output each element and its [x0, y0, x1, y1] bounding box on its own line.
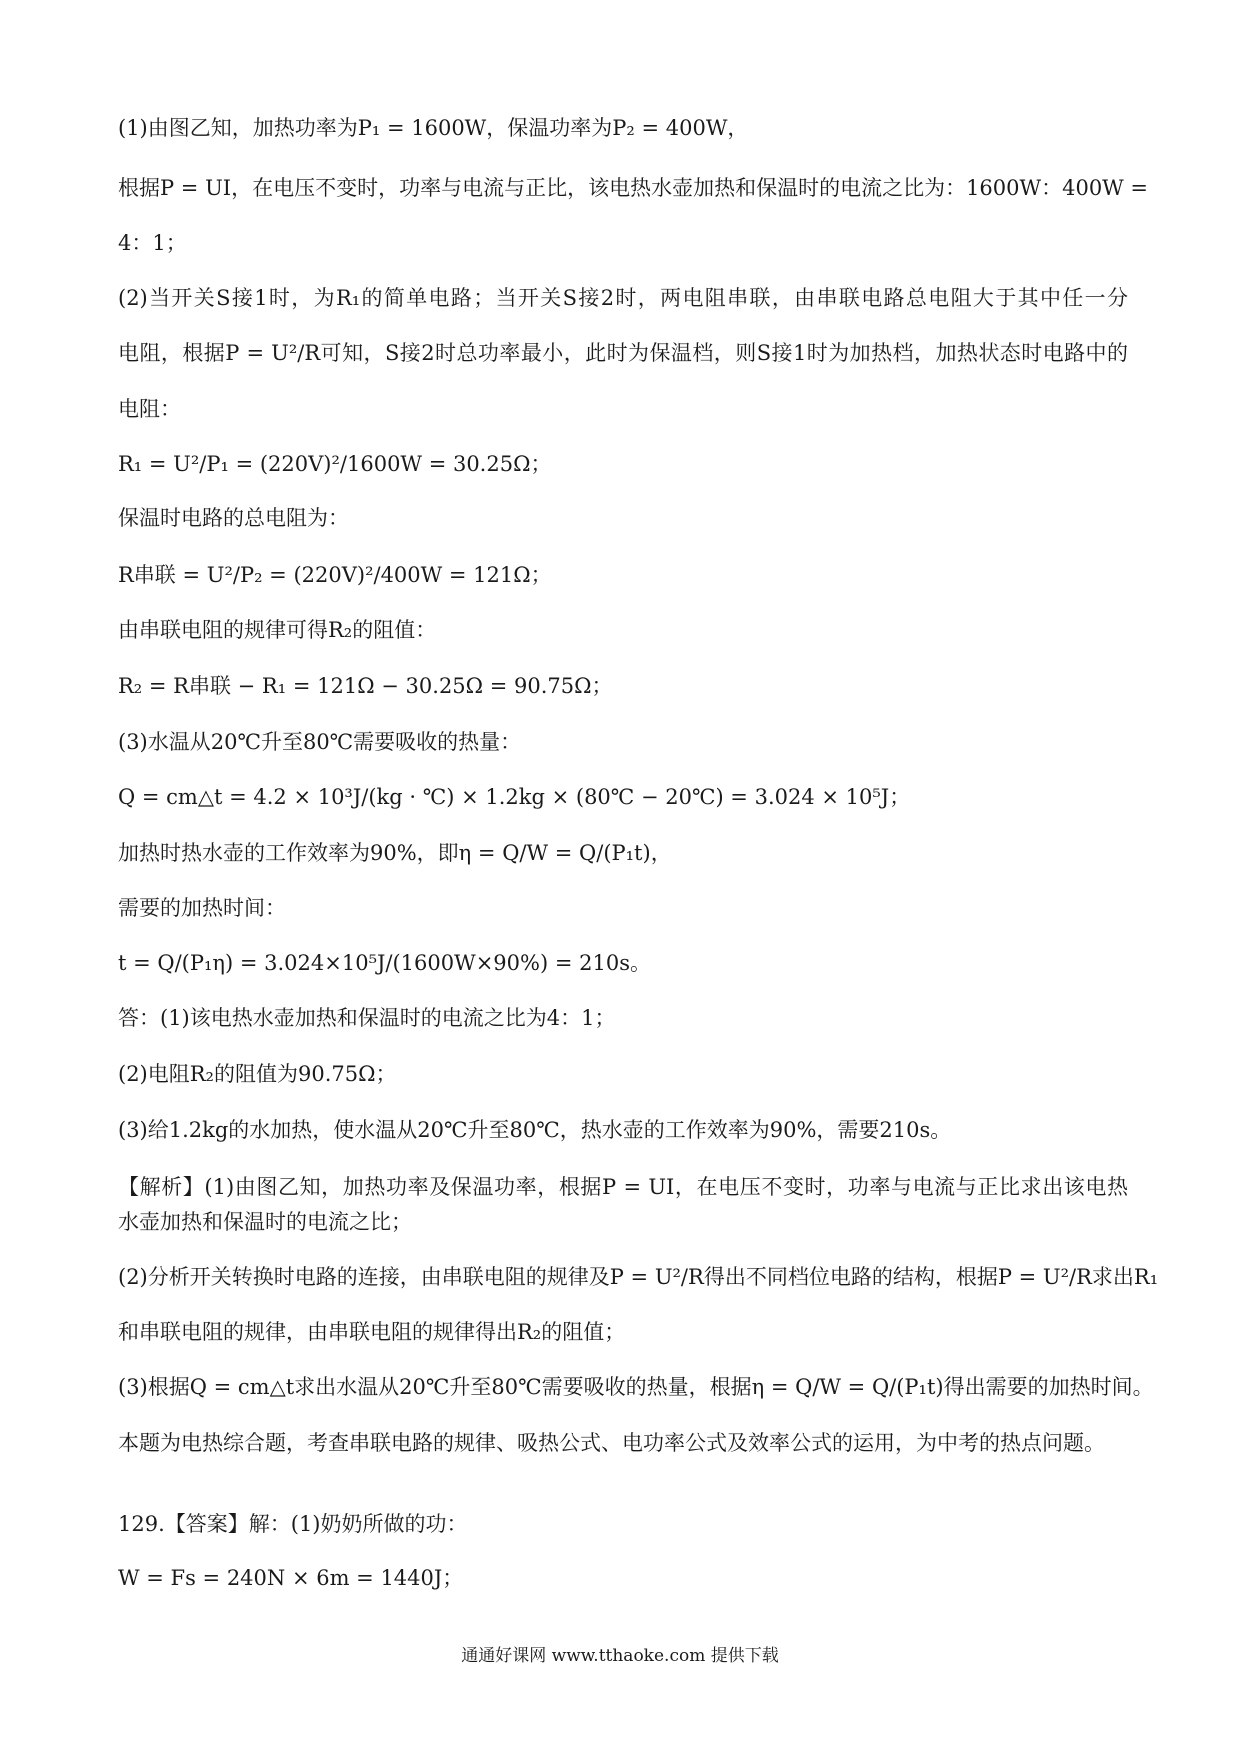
text-line: 根据P = UI，在电压不变时，功率与电流与正比，该电热水壶加热和保温时的电流之比为：1600W：400W = [118, 176, 1149, 200]
formula-line: t = Q/(P₁η) = 3.024×10⁵J/(1600W×90%) = 210s。 [118, 951, 651, 975]
answer-line: 129.【答案】解：(1)奶奶所做的功： [118, 1512, 468, 1536]
text-line: 加热时热水壶的工作效率为90%，即η = Q/W = Q/(P₁t)， [118, 841, 672, 865]
formula-line: Q = cm△t = 4.2 × 10³J/(kg · ℃) × 1.2kg × (80℃ − 20℃) = 3.024 × 10⁵J； [118, 785, 911, 809]
text-line: (2)电阻R₂的阻值为90.75Ω； [118, 1062, 397, 1086]
text-line: 需要的加热时间： [118, 896, 286, 920]
analysis-line: 水壶加热和保温时的电流之比； [118, 1210, 412, 1234]
text-line: 电阻： [118, 397, 181, 421]
text-line: 保温时电路的总电阻为： [118, 506, 349, 530]
formula-line: R₁ = U²/P₁ = (220V)²/1600W = 30.25Ω； [118, 452, 552, 476]
text-line: (3)给1.2kg的水加热，使水温从20℃升至80℃，热水壶的工作效率为90%，需要210s。 [118, 1118, 952, 1142]
text-line: 电阻，根据P = U²/R可知，S接2时总功率最小，此时为保温档，则S接1时为加热档，加热状态时电路中的 [118, 341, 1128, 365]
analysis-line: (2)分析开关转换时电路的连接，由串联电阻的规律及P = U²/R得出不同档位电路的结构，根据P = U²/R求出R₁ [118, 1265, 1159, 1289]
text-line: (1)由图乙知，加热功率为P₁ = 1600W，保温功率为P₂ = 400W， [118, 116, 749, 140]
formula-line: W = Fs = 240N × 6m = 1440J； [118, 1566, 464, 1590]
page-footer: 通通好课网 www.tthaoke.com 提供下载 [461, 1646, 779, 1666]
text-line: (2)当开关S接1时，为R₁的简单电路；当开关S接2时，两电阻串联，由串联电路总电阻大于其中任一分 [118, 286, 1128, 310]
text-line: (3)水温从20℃升至80℃需要吸收的热量： [118, 730, 522, 754]
text-line: 答：(1)该电热水壶加热和保温时的电流之比为4：1； [118, 1006, 616, 1030]
formula-line: R串联 = U²/P₂ = (220V)²/400W = 121Ω； [118, 563, 552, 587]
analysis-line: (3)根据Q = cm△t求出水温从20℃升至80℃需要吸收的热量，根据η = Q/W = Q/(P₁t)得出需要的加热时间。 [118, 1375, 1154, 1399]
formula-line: R₂ = R串联 − R₁ = 121Ω − 30.25Ω = 90.75Ω； [118, 674, 613, 698]
text-line: 4：1； [118, 231, 187, 255]
analysis-line: 【解析】(1)由图乙知，加热功率及保温功率，根据P = UI，在电压不变时，功率与电流与正比求出该电热 [118, 1175, 1129, 1199]
analysis-line: 和串联电阻的规律，由串联电阻的规律得出R₂的阻值； [118, 1320, 626, 1344]
text-line: 由串联电阻的规律可得R₂的阻值： [118, 618, 437, 642]
analysis-line: 本题为电热综合题，考查串联电路的规律、吸热公式、电功率公式及效率公式的运用，为中考的热点问题。 [118, 1431, 1105, 1455]
